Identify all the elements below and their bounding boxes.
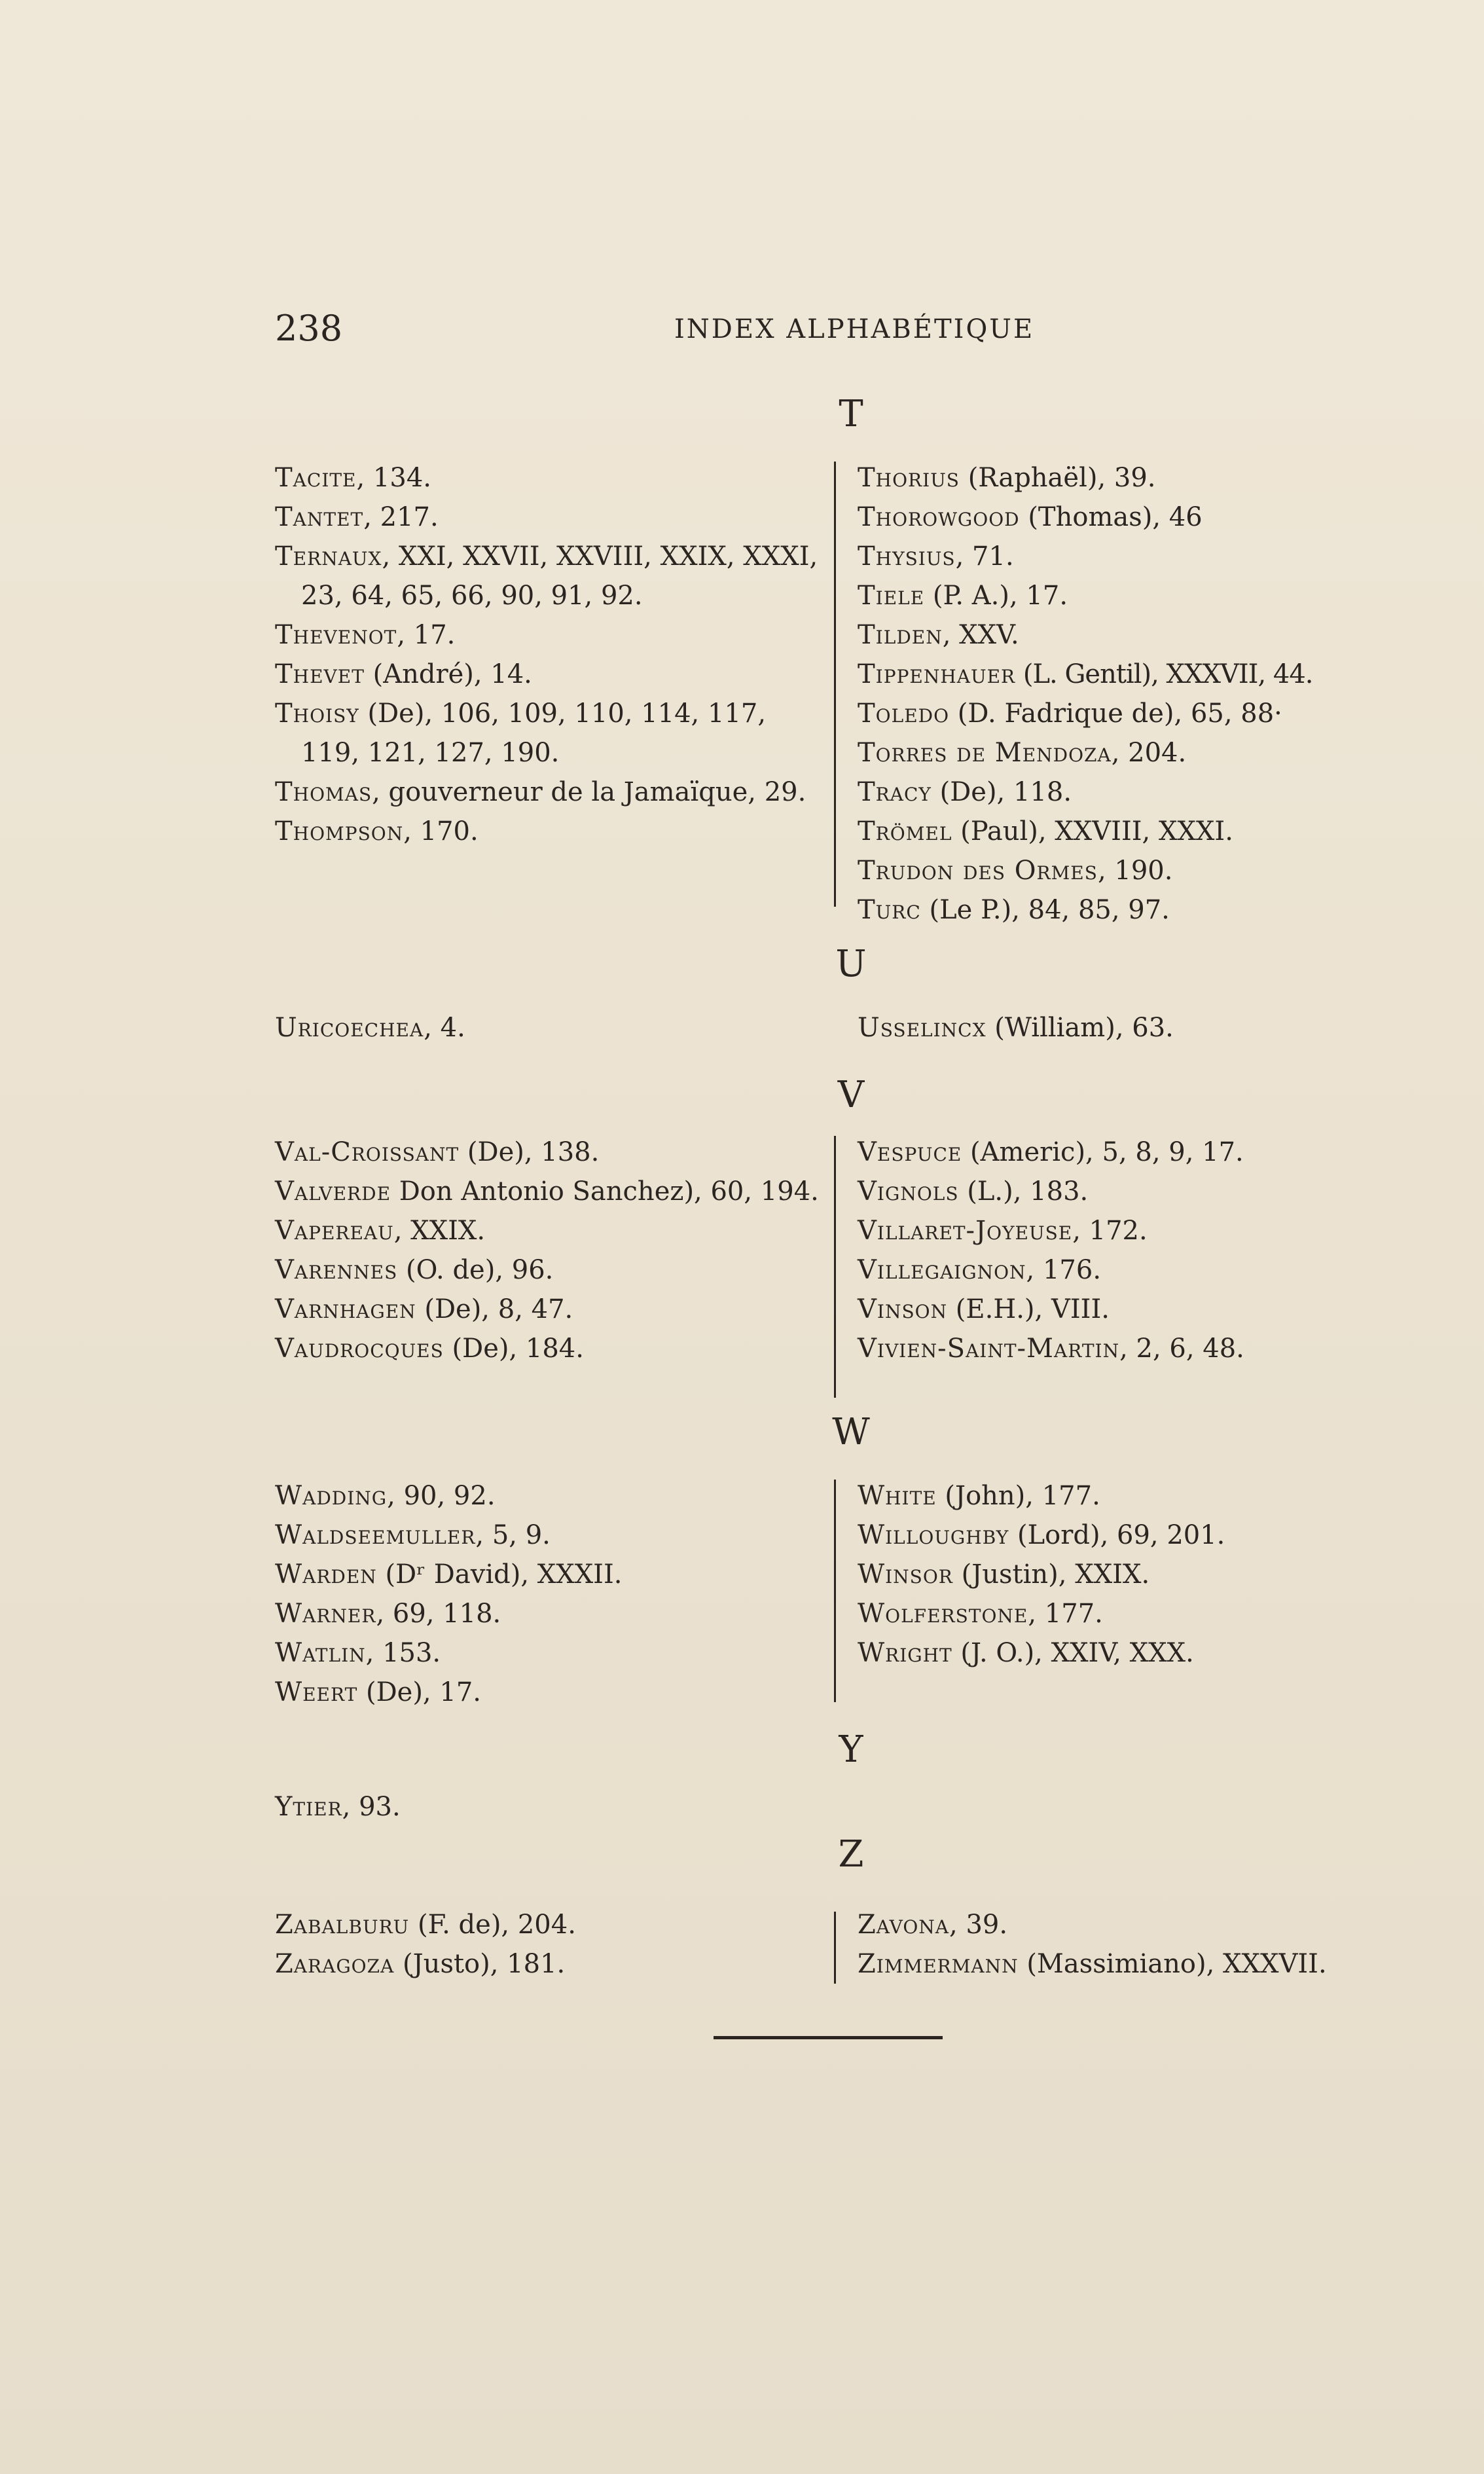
- index-entry: Usselincx (William), 63.: [858, 1013, 1174, 1043]
- index-entry: Watlin, 153.: [275, 1638, 441, 1668]
- index-entry: Thevenot, 17.: [275, 620, 456, 650]
- right-column: [858, 1008, 1401, 1047]
- index-entry: Ternaux, XXI, XXVII, XXVIII, XXIX, XXXI, 23, 64, 65, 66, 90, 91, 92.: [275, 541, 818, 611]
- page-header: [275, 308, 1388, 360]
- index-entry: Tippenhauer (L. Gentil), XXXVII, 44.: [858, 659, 1313, 689]
- column-rule: [834, 462, 836, 907]
- index-entry: Thoisy (De), 106, 109, 110, 114, 117, 119, 121, 127, 190.: [275, 699, 767, 768]
- index-entry: Wadding, 90, 92.: [275, 1481, 496, 1511]
- index-entry: Warner, 69, 118.: [275, 1599, 501, 1629]
- index-entry: Tracy (De), 118.: [858, 777, 1072, 807]
- left-column: [275, 1133, 825, 1368]
- column-rule: [834, 1480, 836, 1702]
- index-entry: Tantet, 217.: [275, 502, 439, 532]
- page-number: 238: [275, 308, 343, 349]
- index-entry: Warden (Dʳ David), XXXII.: [275, 1559, 623, 1590]
- index-entry: Valverde Don Antonio Sanchez), 60, 194.: [275, 1176, 819, 1207]
- left-column: [275, 1008, 825, 1047]
- index-entry: Vivien-Saint-Martin, 2, 6, 48.: [858, 1334, 1244, 1364]
- index-entry: Thysius, 71.: [858, 541, 1014, 572]
- index-entry: Waldseemuller, 5, 9.: [275, 1520, 551, 1550]
- left-column: [275, 1787, 825, 1827]
- section-letter: V: [837, 1074, 865, 1116]
- index-entry: Zaragoza (Justo), 181.: [275, 1949, 566, 1979]
- index-entry: Thomas, gouverneur de la Jamaïque, 29.: [275, 777, 806, 807]
- index-entry: Thorius (Raphaël), 39.: [858, 463, 1156, 493]
- left-column: [275, 1905, 825, 1984]
- index-entry: Winsor (Justin), XXIX.: [858, 1559, 1150, 1590]
- index-entry: Uricoechea, 4.: [275, 1013, 465, 1043]
- section-letter: Z: [838, 1833, 864, 1876]
- index-entry: Vespuce (Americ), 5, 8, 9, 17.: [858, 1137, 1244, 1167]
- index-entry: Vaudrocques (De), 184.: [275, 1334, 584, 1364]
- index-entry: Varnhagen (De), 8, 47.: [275, 1294, 573, 1324]
- right-column: [858, 1133, 1401, 1368]
- index-entry: Varennes (O. de), 96.: [275, 1255, 554, 1285]
- end-rule: [714, 2036, 943, 2039]
- index-entry: Toledo (D. Fadrique de), 65, 88·: [858, 699, 1282, 729]
- index-entry: Willoughby (Lord), 69, 201.: [858, 1520, 1225, 1550]
- index-entry: Val-Croissant (De), 138.: [275, 1137, 600, 1167]
- index-entry: Villaret-Joyeuse, 172.: [858, 1216, 1148, 1246]
- index-entry: Tilden, XXV.: [858, 620, 1019, 650]
- index-entry: Zabalburu (F. de), 204.: [275, 1910, 576, 1940]
- index-entry: Thorowgood (Thomas), 46: [858, 502, 1203, 532]
- index-entry: Wright (J. O.), XXIV, XXX.: [858, 1638, 1194, 1668]
- index-entry: Turc (Le P.), 84, 85, 97.: [858, 895, 1170, 925]
- running-title: INDEX ALPHABÉTIQUE: [674, 314, 1035, 344]
- index-entry: Vinson (E.H.), VIII.: [858, 1294, 1110, 1324]
- index-entry: Zavona, 39.: [858, 1910, 1008, 1940]
- index-entry: Weert (De), 17.: [275, 1677, 481, 1707]
- index-entry: Zimmermann (Massimiano), XXXVII.: [858, 1949, 1327, 1979]
- index-entry: Ytier, 93.: [275, 1792, 401, 1822]
- index-entry: Vapereau, XXIX.: [275, 1216, 486, 1246]
- index-entry: White (John), 177.: [858, 1481, 1100, 1511]
- section-letter: Y: [839, 1728, 863, 1771]
- left-column: [275, 1476, 825, 1712]
- index-entry: Thevet (André), 14.: [275, 659, 532, 689]
- section-letter: U: [835, 943, 867, 985]
- column-rule: [834, 1912, 836, 1984]
- right-column: [858, 458, 1401, 930]
- index-entry: Tiele (P. A.), 17.: [858, 581, 1068, 611]
- index-entry: Trömel (Paul), XXVIII, XXXI.: [858, 816, 1233, 846]
- index-entry: Villegaignon, 176.: [858, 1255, 1102, 1285]
- left-column: [275, 458, 825, 851]
- index-entry: Wolferstone, 177.: [858, 1599, 1103, 1629]
- right-column: [858, 1905, 1401, 1984]
- index-entry: Trudon des Ormes, 190.: [858, 856, 1173, 886]
- index-entry: Thompson, 170.: [275, 816, 479, 846]
- index-entry: Torres de Mendoza, 204.: [858, 738, 1187, 768]
- column-rule: [834, 1136, 836, 1398]
- section-letter: W: [832, 1411, 870, 1453]
- index-entry: Tacite, 134.: [275, 463, 431, 493]
- section-letter: T: [839, 393, 863, 435]
- index-entry: Vignols (L.), 183.: [858, 1176, 1089, 1207]
- right-column: [858, 1476, 1401, 1673]
